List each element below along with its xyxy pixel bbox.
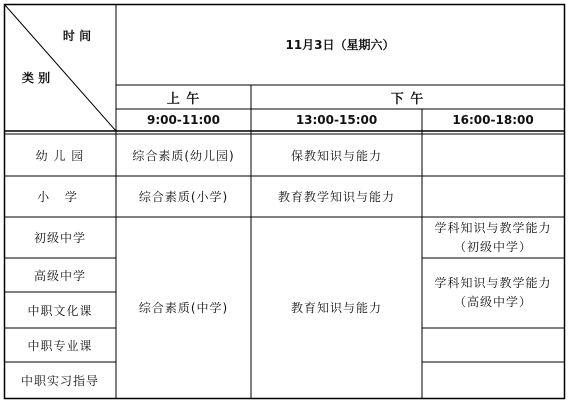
corner-category-label: 类 别: [21, 70, 51, 85]
period-morning: 上 午: [166, 91, 201, 107]
junior-slot3-line1: 学科知识与教学能力: [434, 220, 552, 235]
row-label-primary: 小 学: [37, 190, 83, 204]
corner-time-label: 时 间: [62, 28, 92, 43]
slot-1-time: 9:00-11:00: [146, 113, 221, 127]
cell-primary-slot2: 教育教学知识与能力: [277, 190, 395, 204]
row-label-voc-major: 中职专业课: [27, 338, 93, 353]
row-label-voc-practice: 中职实习指导: [20, 373, 99, 388]
period-afternoon: 下 午: [390, 91, 425, 107]
cell-secondary-slot1: 综合素质(中学): [138, 301, 229, 315]
slot-3-time: 16:00-18:00: [452, 113, 534, 127]
senior-slot3-line1: 学科知识与教学能力: [434, 276, 552, 290]
cell-junior-slot3: [422, 217, 564, 258]
date-header: 11月3日（星期六）: [285, 38, 395, 52]
junior-slot3-line2: （初级中学）: [453, 239, 532, 254]
cell-kindergarten-slot1: 综合素质(幼儿园): [132, 148, 235, 163]
row-label-junior: 初级中学: [33, 231, 86, 245]
row-label-senior: 高级中学: [33, 268, 86, 283]
cell-kindergarten-slot2: 保教知识与能力: [290, 148, 382, 163]
senior-slot3-line2: （高级中学）: [453, 295, 532, 309]
cell-primary-slot1: 综合素质(小学): [138, 190, 229, 204]
row-label-voc-culture: 中职文化课: [27, 303, 93, 318]
slot-2-time: 13:00-15:00: [295, 113, 378, 127]
cell-senior-slot3: [422, 258, 564, 328]
row-label-kindergarten: 幼 儿 园: [35, 148, 85, 163]
cell-secondary-slot2: 教育知识与能力: [290, 301, 382, 315]
